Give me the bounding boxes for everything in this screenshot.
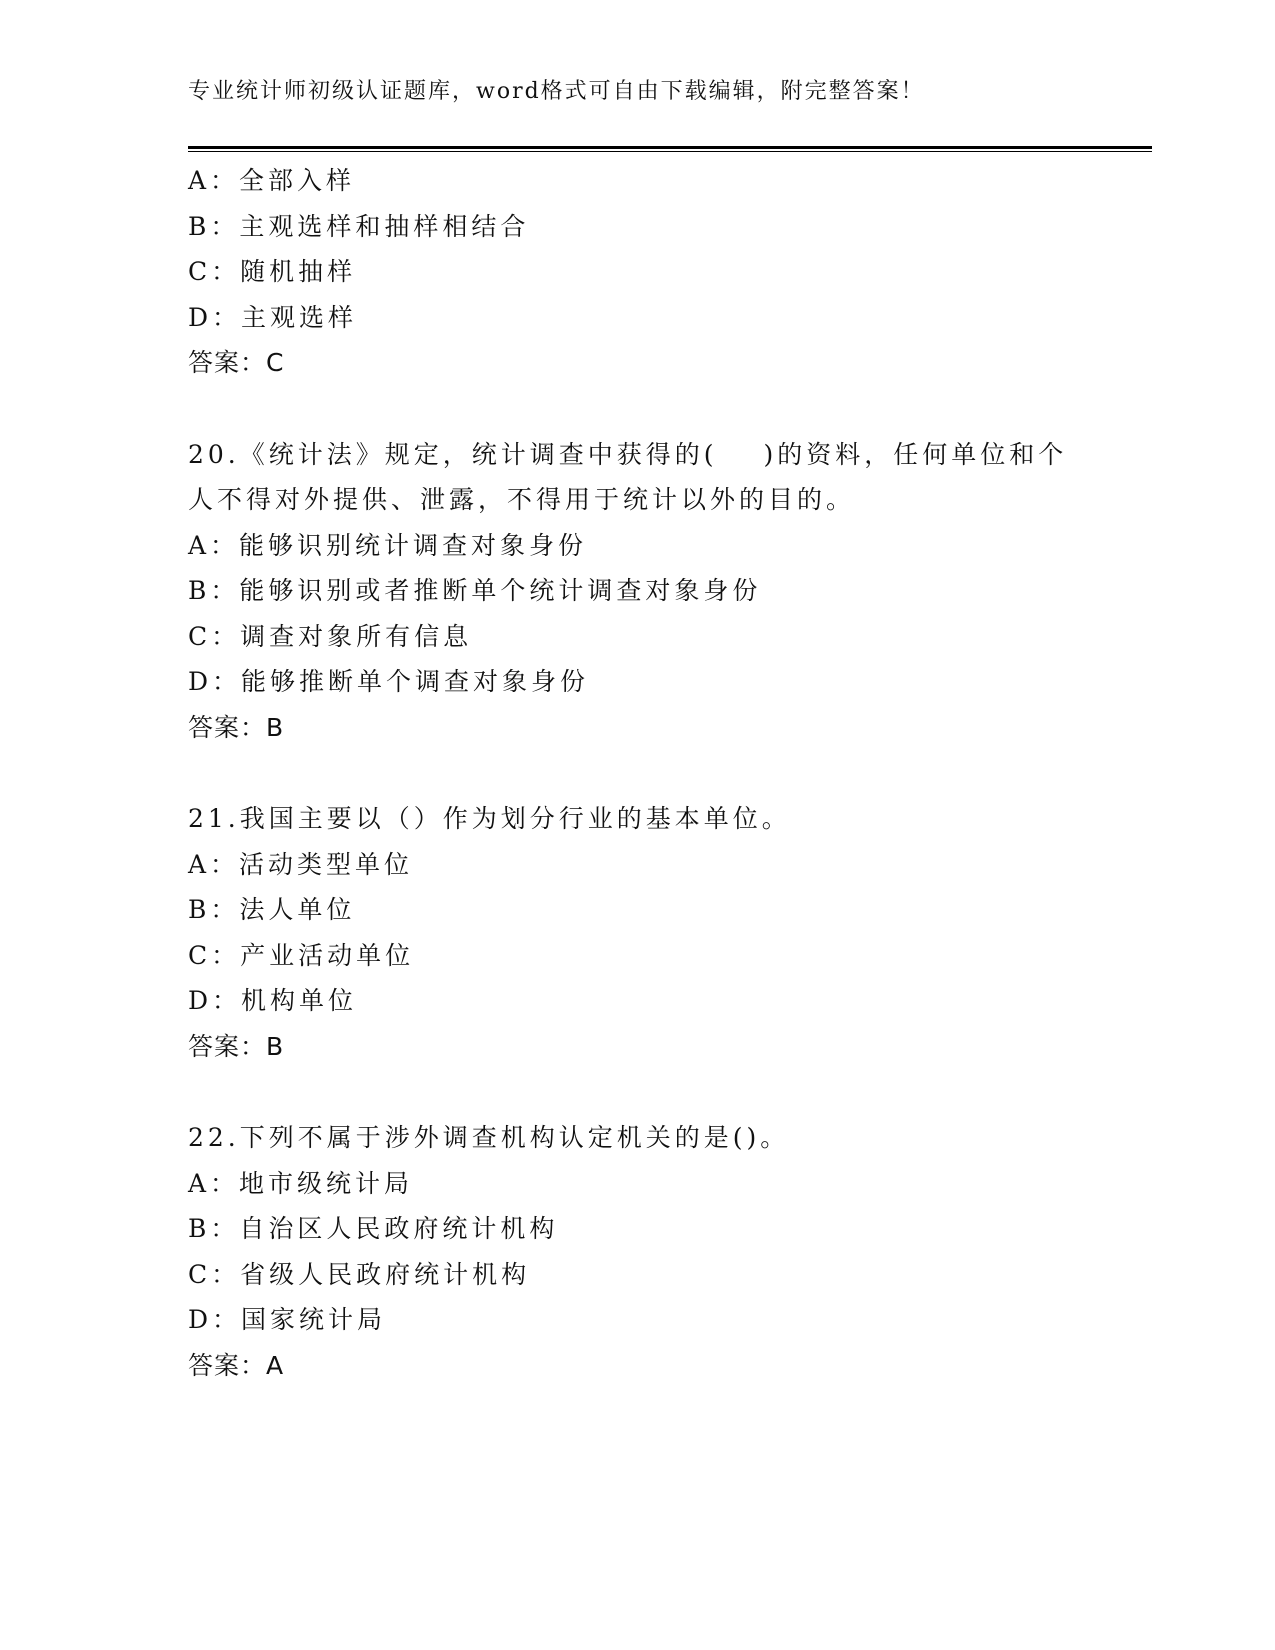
question-20 bbox=[188, 432, 1088, 751]
question-stem-part-1: 20.《统计法》规定，统计调查中获得的( bbox=[188, 439, 718, 469]
answer: 答案：B bbox=[188, 1031, 285, 1061]
question-stem: 21.我国主要以（）作为划分行业的基本单位。 bbox=[188, 804, 791, 833]
answer: 答案：C bbox=[188, 348, 285, 377]
header-rule-thick bbox=[188, 146, 1152, 149]
option-c: C：省级人民政府统计机构 bbox=[188, 1259, 531, 1289]
question-21 bbox=[188, 796, 1088, 1069]
option-c: C：随机抽样 bbox=[188, 257, 357, 286]
question-19 bbox=[188, 158, 1088, 386]
option-b: B：能够识别或者推断单个统计调查对象身份 bbox=[188, 576, 762, 605]
question-stem-line-2: 人不得对外提供、泄露，不得用于统计以外的目的。 bbox=[188, 485, 856, 514]
question-list bbox=[188, 158, 1088, 1388]
question-stem bbox=[188, 432, 1088, 478]
option-a: A：活动类型单位 bbox=[188, 849, 414, 879]
question-stem: 22.下列不属于涉外调查机构认定机关的是()。 bbox=[188, 1123, 790, 1152]
answer: 答案：B bbox=[188, 712, 285, 742]
option-c: C：产业活动单位 bbox=[188, 940, 415, 970]
question-stem-part-2: )的资料，任何单位和个 bbox=[763, 439, 1068, 469]
option-a: A：能够识别统计调查对象身份 bbox=[188, 530, 588, 560]
option-b: B：法人单位 bbox=[188, 895, 356, 924]
page-header: 专业统计师初级认证题库，word格式可自由下载编辑，附完整答案！ bbox=[188, 79, 925, 104]
question-22 bbox=[188, 1115, 1088, 1388]
option-d: D：主观选样 bbox=[188, 302, 358, 332]
option-d: D：国家统计局 bbox=[188, 1305, 387, 1334]
header-rule-thin bbox=[188, 151, 1152, 152]
option-b: B：自治区人民政府统计机构 bbox=[188, 1214, 559, 1243]
option-c: C：调查对象所有信息 bbox=[188, 621, 473, 651]
option-a: A：地市级统计局 bbox=[188, 1168, 414, 1198]
answer: 答案：A bbox=[188, 1350, 285, 1380]
option-d: D：机构单位 bbox=[188, 986, 358, 1015]
option-a: A：全部入样 bbox=[188, 166, 356, 195]
option-b: B：主观选样和抽样相结合 bbox=[188, 211, 530, 241]
option-d: D：能够推断单个调查对象身份 bbox=[188, 667, 590, 696]
